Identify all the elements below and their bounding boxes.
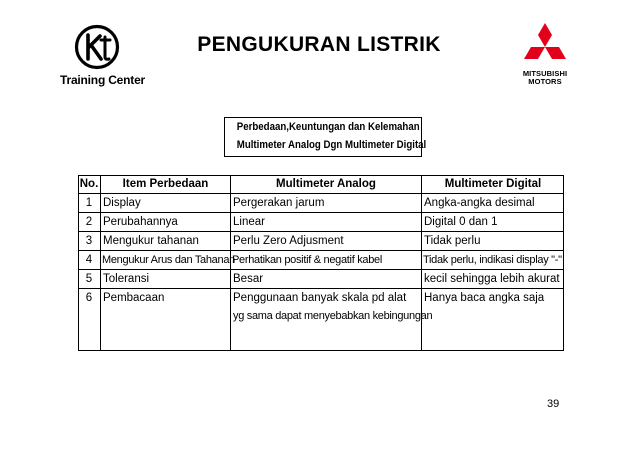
row5-digital: kecil sehingga lebih akurat [424,273,560,285]
row4-digital: Tidak perlu, indikasi display "-" [423,254,562,266]
row6-analog-line2: yg sama dapat menyebabkan kebingungan [233,310,433,322]
row6-analog: Penggunaan banyak skala pd alat [233,292,407,304]
row1-item: Display [103,197,141,209]
row3-analog: Perlu Zero Adjusment [233,235,344,247]
table-caption [224,117,427,157]
row5-no: 5 [85,273,93,285]
row3-no: 3 [85,235,93,247]
row5-item: Toleransi [103,273,150,285]
row1-analog: Pergerakan jarum [233,197,325,209]
page-number: 39 [547,398,560,410]
row2-no: 2 [85,216,93,228]
row4-no: 4 [85,254,93,266]
comparison-table [78,175,564,351]
row2-digital: Digital 0 dan 1 [424,216,498,228]
header-no: No. [79,178,99,190]
row3-digital: Tidak perlu [424,235,481,247]
mitsubishi-brand-text [508,70,582,86]
row1-no: 1 [85,197,93,209]
caption-line1: Perbedaan,Keuntungan dan Kelemahan [236,121,420,133]
row2-item: Perubahannya [103,216,178,228]
row3-item: Mengukur tahanan [103,235,199,247]
page-title: PENGUKURAN LISTRIK [197,33,441,56]
row5-analog: Besar [233,273,264,285]
header-analog: Multimeter Analog [276,178,376,190]
brand-line1: MITSUBISHI [522,69,568,78]
header-item: Item Perbedaan [122,178,209,190]
row6-no: 6 [85,292,93,304]
header-digital: Multimeter Digital [444,178,542,190]
row6-digital: Hanya baca angka saja [424,292,545,304]
row2-analog: Linear [233,216,265,228]
row4-item: Mengukur Arus dan Tahanan [102,254,235,266]
row1-digital: Angka-angka desimal [424,197,535,209]
caption-line2: Multimeter Analog Dgn Multimeter Digital [236,139,427,151]
mitsubishi-logo [516,22,574,72]
training-center-label: Training Center [60,73,146,87]
brand-line2: MOTORS [528,77,562,86]
row6-item: Pembacaan [103,292,165,304]
row4-analog: Perhatikan positif & negatif kabel [232,254,383,266]
